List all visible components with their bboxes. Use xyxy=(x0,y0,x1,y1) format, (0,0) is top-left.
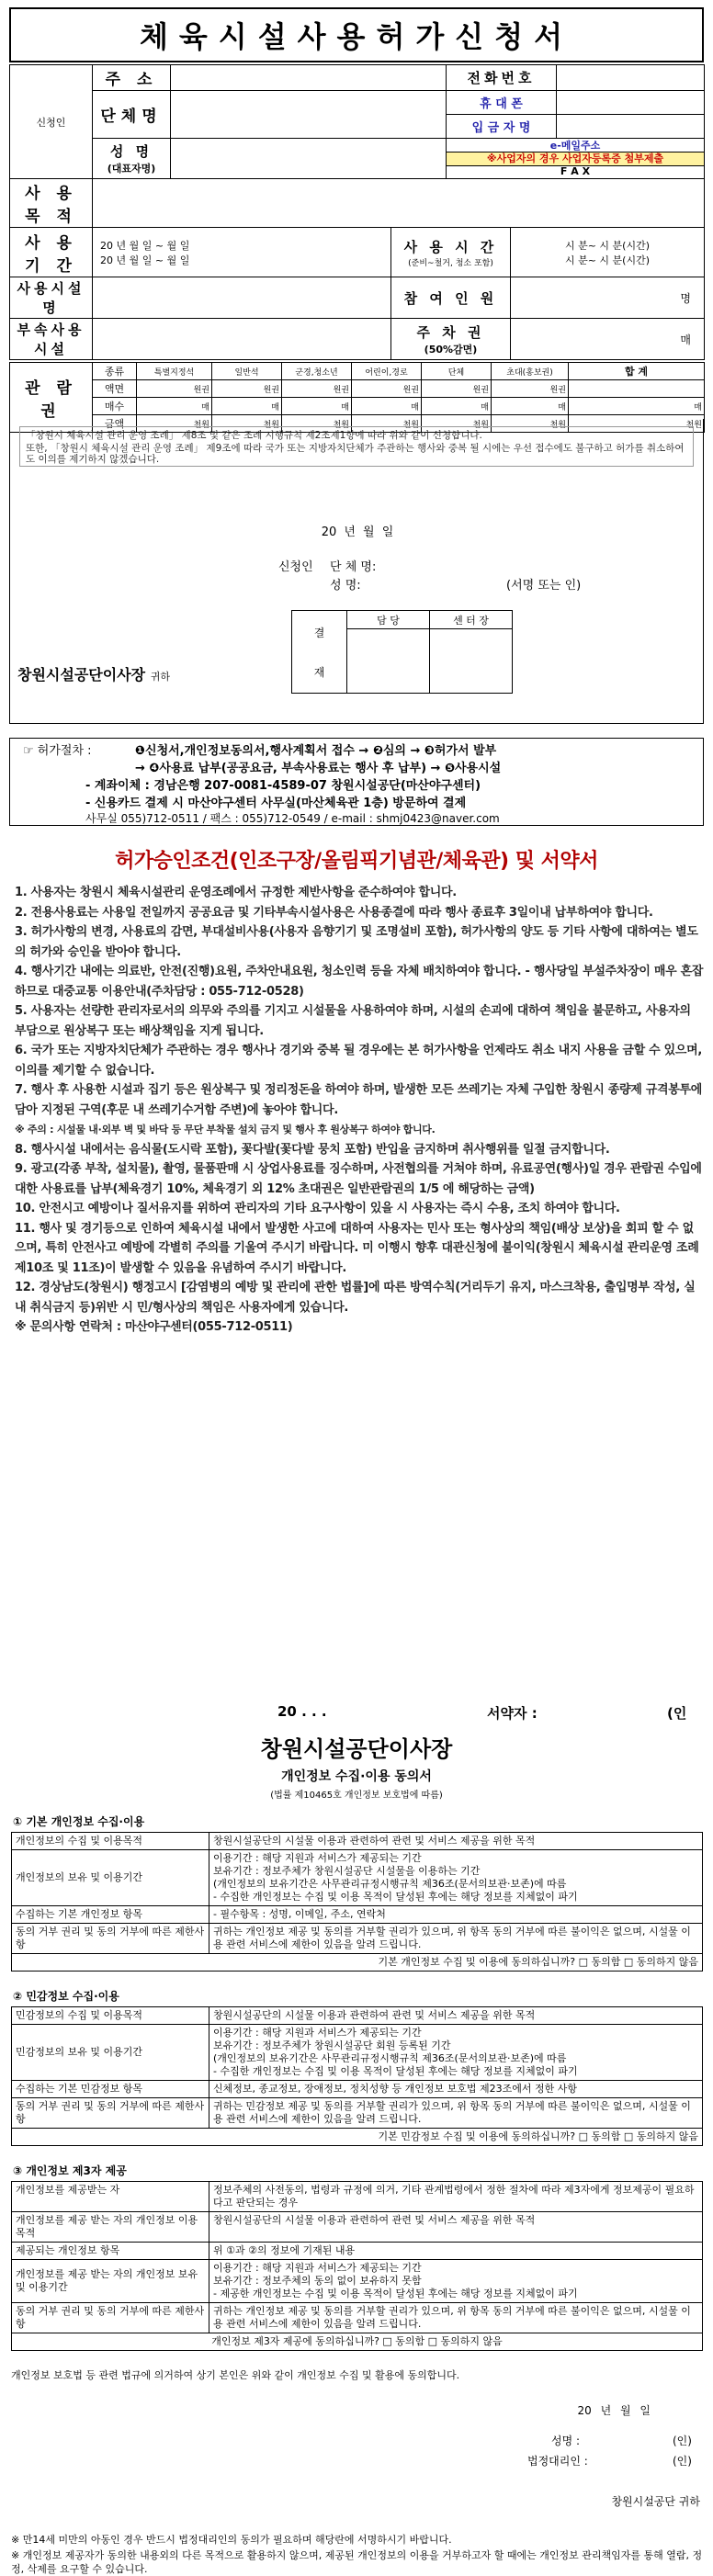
consent-row-value: 신체정보, 종교정보, 장애정보, 정치성향 등 개인정보 보호법 제23조에서 정한 사항 xyxy=(209,2081,703,2098)
approval-sign-2[interactable] xyxy=(430,629,513,694)
time-sub: (준비~철거, 청소 포함) xyxy=(408,258,493,268)
consent-closing: 개인정보 보호법 등 관련 법규에 의거하여 상기 본인은 위와 같이 개인정보 수집 및 활용에 동의합니다. xyxy=(11,2369,460,2381)
depositor-label: 입 금 자 명 xyxy=(447,115,557,139)
time-line-1: 시 분~ 시 분(시간) xyxy=(564,239,651,252)
terms-item: 1. 사용자는 창원시 체육시설관리 운영조례에서 규정한 제반사항을 준수하여야 합니다. xyxy=(15,886,457,899)
consent-row-value: 창원시설공단의 시설물 이용과 관련하여 관련 및 서비스 제공을 위한 목적 xyxy=(209,1833,703,1850)
approval-label-1: 결 xyxy=(313,626,325,639)
consent-date: 20 년 월 일 xyxy=(577,2404,651,2417)
approval-sign-1[interactable] xyxy=(347,629,430,694)
sign-note: (서명 또는 인) xyxy=(506,579,582,593)
approval-col-2: 센 터 장 xyxy=(430,611,513,629)
annex-label: 부속사용시설 xyxy=(10,319,93,360)
consent-row-value: 위 ①과 ②의 정보에 기재된 내용 xyxy=(209,2243,703,2260)
form-table xyxy=(9,64,705,360)
consent-row-label: 개인정보를 제공 받는 자의 개인정보 이용목적 xyxy=(12,2212,209,2243)
ticket-head-1: 특별지정석 xyxy=(137,363,212,380)
name-field[interactable] xyxy=(171,139,447,179)
org-sign-label: 단 체 명: xyxy=(330,560,377,574)
period-field[interactable] xyxy=(93,228,391,277)
consent-heading-1: ① 기본 개인정보 수집·이용 xyxy=(13,1815,145,1828)
approval-side xyxy=(292,611,347,694)
procedure-label: ☞ 허가절차 : xyxy=(23,744,92,758)
ticket-cell[interactable]: 원권 xyxy=(282,380,352,398)
period-label: 사 용 기 간 xyxy=(10,228,93,277)
parking-field[interactable] xyxy=(511,319,705,360)
terms-item: 12. 경상남도(창원시) 행정고시 [감염병의 예방 및 관리에 관한 법률]에 따른 방역수칙(거리두기 유지, 마스크착용, 출입명부 작성, 실내 취식금지 등)위반 시 민/형사상의 책임은 사용자에게 있습니다. xyxy=(15,1281,696,1315)
ticket-row-label: 금액 xyxy=(93,415,137,433)
mobile-label: 휴 대 폰 xyxy=(447,91,557,115)
applicant-label: 신청인 xyxy=(10,65,93,179)
recipient-name: 창원시설공단이사장 xyxy=(17,666,146,684)
address-field[interactable] xyxy=(171,65,447,91)
pledge-signer: 서약자 : xyxy=(487,1705,538,1722)
approval-col-1: 담 당 xyxy=(347,611,430,629)
time-label-cell xyxy=(391,228,511,277)
consent-row-label: 동의 거부 권리 및 동의 거부에 따른 제한사항 xyxy=(12,2098,209,2129)
consent-row-value: 창원시설공단의 시설물 이용과 관련하여 관련 및 서비스 제공을 위한 목적 xyxy=(209,2212,703,2243)
ticket-cell[interactable]: 매 xyxy=(282,398,352,415)
consent-note-2: ※ 개인정보 제공자가 동의한 내용외의 다른 목적으로 활용하지 않으며, 제공된 개인정보의 이용을 거부하고자 할 때에는 개인정보 관리책임자를 통해 열람, 정정, 삭제를 요구할 수 있습니다. xyxy=(11,2549,703,2575)
purpose-field[interactable] xyxy=(93,179,705,228)
terms-item: 5. 사용자는 선량한 관리자로서의 의무와 주의를 기지고 시설물을 사용하여야 하며, 시설의 손괴에 대하여 책임을 불문하고, 사용자의 부담으로 원상복구 또는 배상책임을 지게 됩니다. xyxy=(15,1004,691,1038)
ticket-cell[interactable]: 매 xyxy=(492,398,569,415)
pledge-seal: (인 xyxy=(667,1705,687,1722)
ticket-cell[interactable]: 천원 xyxy=(282,415,352,433)
pledge-date: 20 . . . xyxy=(277,1703,327,1720)
consent-checkbox-row[interactable]: 기본 개인정보 수집 및 이용에 동의하십니까? □ 동의함 □ 동의하지 않음 xyxy=(12,1954,703,1972)
email-label: e-메일주소 xyxy=(447,140,704,153)
parking-label: 주 차 권 xyxy=(416,323,485,341)
procedure-box xyxy=(9,738,704,826)
depositor-field[interactable] xyxy=(557,115,705,139)
consent-recipient: 창원시설공단 귀하 xyxy=(611,2495,700,2508)
time-field[interactable] xyxy=(511,228,705,277)
pledge-line xyxy=(9,1700,704,1727)
terms-section xyxy=(9,845,704,1338)
terms-item: ※ 주의 : 시설물 내·외부 벽 및 바닥 등 무단 부착물 설치 금지 및 행사 후 원상복구 하여야 합니다. xyxy=(15,1124,436,1135)
ticket-cell[interactable]: 천원 xyxy=(569,415,705,433)
approval-table xyxy=(291,610,704,694)
terms-item: 6. 국가 또는 지방자치단체가 주관하는 경우 행사나 경기와 중복 될 경우에는 본 허가사항을 언제라도 취소 내지 사용을 금할 수 있으며, 이의를 제기할 수 없습니다. xyxy=(15,1044,702,1078)
address-label: 주 소 xyxy=(93,65,171,91)
ticket-cell[interactable]: 매 xyxy=(569,398,705,415)
notice-text-box xyxy=(19,426,694,467)
ticket-row-label: 매수 xyxy=(93,398,137,415)
contact-stack xyxy=(447,139,705,179)
consent-heading-2: ② 민감정보 수집·이용 xyxy=(13,1990,119,2003)
ticket-cell[interactable]: 천원 xyxy=(492,415,569,433)
contact-line: 사무실 055)712-0511 / 팩스 : 055)712-0549 / e-mail : shmj0423@naver.com xyxy=(85,812,500,825)
phone-field[interactable] xyxy=(557,65,705,91)
consent-section xyxy=(9,1700,704,2576)
signer-label: 신청인 xyxy=(278,560,313,574)
consent-seal-2: (인) xyxy=(673,2455,692,2468)
ticket-head-7: 합 계 xyxy=(569,363,705,380)
period-line-1: 20 년 월 일 ~ 월 일 xyxy=(100,239,190,252)
approval-blank xyxy=(513,611,704,694)
time-line-2: 시 분~ 시 분(시간) xyxy=(564,254,651,266)
terms-item: 2. 전용사용료는 사용일 전일까지 공공요금 및 기타부속시설사용은 사용종결에 따라 행사 종료후 3일이내 납부하여야 합니다. xyxy=(15,905,653,920)
terms-item: 9. 광고(각종 부착, 설치물), 촬영, 물품판매 시 상업사용료를 징수하며, 사전협의를 거쳐야 하며, 유료공연(행사)일 경우 관람권 수입에 대한 사용료를 납부(체육경기 10%, 체육경기 외 12% 초대권은 일반관람권의 1/5 에 해당하는 금액) xyxy=(15,1162,702,1196)
ticket-cell[interactable]: 원권 xyxy=(137,380,212,398)
consent-row-label: 수집하는 기본 개인정보 항목 xyxy=(12,1906,209,1924)
name-label: 성 명 xyxy=(109,143,153,160)
application-form xyxy=(9,7,704,825)
name-sign-label: 성 명: xyxy=(330,579,361,593)
fax-label: F A X xyxy=(560,164,591,177)
consent-row-label: 개인정보를 제공 받는 자의 개인정보 보유 및 이용기간 xyxy=(12,2260,209,2303)
period-line-2: 20 년 월 일 ~ 월 일 xyxy=(100,254,190,266)
ticket-head-5: 단체 xyxy=(422,363,492,380)
terms-item: 4. 행사기간 내에는 의료반, 안전(진행)요원, 주차안내요원, 청소인력 등을 자체 배치하여야 합니다. - 행사당일 부설주차장이 매우 혼잡하므로 대중교통 이용안내(주차담당 : 055-712-0528) xyxy=(15,965,704,999)
attendees-field[interactable] xyxy=(511,277,705,319)
attendees-label: 참 여 인 원 xyxy=(391,277,511,319)
consent-row-label: 수집하는 기본 민감정보 항목 xyxy=(12,2081,209,2098)
terms-item: 3. 허가사항의 변경, 사용료의 감면, 부대설비사용(사용자 음향기기 및 조명설비 포함), 허가사항의 양도 등 기타 사항에 대하여는 별도의 허가와 승인을 받아야 합니다. xyxy=(15,925,698,959)
consent-row-value: 이용기간 : 해당 지원과 서비스가 제공되는 기간 보유기간 : 정보주체가 창원시설공단 회원 등록된 기간 (개인정보의 보유기간은 사무관리규정시행규칙 제36조(문서의보관·보존)에 따름 - 수집한 개인정보는 수집 및 이용 목적이 달성된 후에는 해당 정보를 지체없이 파기 xyxy=(209,2025,703,2081)
pledge-recipient: 창원시설공단이사장 xyxy=(260,1736,453,1762)
ticket-cell[interactable]: 원권 xyxy=(422,380,492,398)
consent-row-value: 귀하는 민감정보 제공 및 동의를 거부할 권리가 있으며, 위 항목 동의 거부에 따른 불이익은 없으며, 시설물 이용 관련 서비스에 제한이 있음을 알려 드립니다. xyxy=(209,2098,703,2129)
purpose-label: 사 용 목 적 xyxy=(10,179,93,228)
ticket-cell[interactable]: 매 xyxy=(422,398,492,415)
consent-row-value: 귀하는 개인정보 제공 및 동의를 거부할 권리가 있으며, 위 항목 동의 거부에 따른 불이익은 없으며, 시설물 이용 관련 서비스에 제한이 있음을 알려 드립니다. xyxy=(209,1924,703,1954)
ticket-cell[interactable]: 천원 xyxy=(422,415,492,433)
ticket-cell[interactable]: 천원 xyxy=(352,415,422,433)
consent-note-1: ※ 만14세 미만의 아동인 경우 반드시 법정대리인의 동의가 필요하며 해당란에 서명하시기 바랍니다. xyxy=(11,2534,452,2546)
biz-note: ※사업자의 경우 사업자등록증 첨부제출 xyxy=(447,153,704,166)
mobile-field[interactable] xyxy=(557,91,705,115)
consent-row-label: 민감정보의 수집 및 이용목적 xyxy=(12,2007,209,2025)
consent-table-3 xyxy=(11,2181,703,2351)
procedure-line-2: → ❹사용료 납부(공공요금, 부속사용료는 행사 후 납부) → ❺사용시설 xyxy=(135,762,502,775)
annex-field[interactable] xyxy=(93,319,391,360)
org-field[interactable] xyxy=(171,91,447,139)
consent-row-value: 귀하는 개인정보 제공 및 동의를 거부할 권리가 있으며, 위 항목 동의 거부에 따른 불이익은 없으며, 시설물 이용 관련 서비스에 제한이 있음을 알려 드립니다. xyxy=(209,2303,703,2333)
recipient xyxy=(17,663,170,684)
consent-table-2 xyxy=(11,2006,703,2146)
consent-title: 개인정보 수집·이용 동의서 xyxy=(281,1769,432,1784)
consent-row-value: 이용기간 : 해당 지원과 서비스가 제공되는 기간 보유기간 : 정보주체가 창원시설공단 시설물을 이용하는 기간 (개인정보의 보유기간은 사무관리규정시행규칙 제36조(문서의보관·보존)에 따름 - 수집한 개인정보는 수집 및 이용 목적이 달성된 후에는 해당 정보를 지체없이 파기 xyxy=(209,1850,703,1906)
consent-row-label: 개인정보를 제공받는 자 xyxy=(12,2182,209,2212)
ticket-cell[interactable]: 매 xyxy=(352,398,422,415)
consent-row-label: 제공되는 개인정보 항목 xyxy=(12,2243,209,2260)
consent-row-value: - 필수항목 : 성명, 이메일, 주소, 연락처 xyxy=(209,1906,703,1924)
form-title: 체육시설사용허가신청서 xyxy=(9,7,704,62)
ticket-row-label: 액면 xyxy=(93,380,137,398)
facility-field[interactable] xyxy=(93,277,391,319)
terms-item: 10. 안전시고 예방이나 질서유지를 위하여 관리자의 기타 요구사항이 있을 시 사용자는 즉시 수용, 조치 하여야 합니다. xyxy=(15,1202,620,1215)
ticket-cell[interactable]: 원권 xyxy=(492,380,569,398)
terms-item: 8. 행사시설 내에서는 음식물(도시락 포함), 꽃다발(꽃다발 뭉치 포함) 반입을 금지하며 취사행위를 일절 금지합니다. xyxy=(15,1142,610,1157)
terms-item: 11. 행사 및 경기등으로 인하여 체육시설 내에서 발생한 사고에 대하여 사용자는 민사 또는 형사상의 책임(배상 보상)을 회피 할 수 없으며, 특히 안전사고 예방에 각별히 주의를 기울여 주시기 바랍니다. 미 이행시 향후 대관신청에 불이익(창원시 체육시설 관리운영 조례 제10조 및 11조)이 발생할 수 있음을 유념하여 주시기 바랍니다. xyxy=(15,1221,699,1275)
name-sub: (대표자명) xyxy=(107,163,156,175)
consent-seal-1: (인) xyxy=(673,2435,692,2447)
notice-box xyxy=(9,419,704,724)
time-label: 사 용 시 간 xyxy=(403,238,498,255)
terms-item: 7. 행사 후 사용한 시설과 집기 등은 원상복구 및 정리정돈을 하여야 하며, 발생한 모든 쓰레기는 자체 구입한 창원시 종량제 규격봉투에 담아 지정된 구역(후문 내 쓰레기수거함 주변)에 놓아야 합니다. xyxy=(15,1083,702,1117)
consent-sign-name: 성명 : xyxy=(551,2435,581,2447)
ticket-head-2: 일반석 xyxy=(212,363,282,380)
org-label: 단체명 xyxy=(93,91,171,139)
ticket-head-3: 군경,청소년 xyxy=(282,363,352,380)
parking-unit: 매 xyxy=(680,333,691,346)
audience-label: 관 람 권 xyxy=(10,363,93,433)
facility-label: 사용시설명 xyxy=(10,277,93,319)
parking-label-cell xyxy=(391,319,511,360)
terms-item: ※ 문의사항 연락처 : 마산야구센터(055-712-0511) xyxy=(15,1320,293,1334)
consent-row-value: 정보주체의 사전동의, 법령과 규정에 의거, 기타 관계법령에서 정한 절차에 따라 제3자에게 정보제공이 필요하다고 판단되는 경우 xyxy=(209,2182,703,2212)
name-label-cell xyxy=(93,139,171,179)
consent-checkbox-row[interactable]: 기본 민감정보 수집 및 이용에 동의하십니까? □ 동의함 □ 동의하지 않음 xyxy=(12,2129,703,2146)
parking-sub: (50%감면) xyxy=(424,343,478,356)
ticket-head-4: 어린이,경로 xyxy=(352,363,422,380)
consent-row-label: 개인정보의 보유 및 이용기간 xyxy=(12,1850,209,1906)
ticket-cell[interactable]: 매 xyxy=(137,398,212,415)
ticket-cell[interactable]: 천원 xyxy=(137,415,212,433)
consent-row-value: 이용기간 : 해당 지원과 서비스가 제공되는 기간 보유기간 : 정보주체의 동의 없이 보유하지 못함 - 제공한 개인정보는 수집 및 이용 목적이 달성된 후에는 해당 정보를 지체없이 파기 xyxy=(209,2260,703,2303)
consent-row-value: 창원시설공단의 시설물 이용과 관련하여 관련 및 서비스 제공을 위한 목적 xyxy=(209,2007,703,2025)
ticket-cell[interactable]: 매 xyxy=(212,398,282,415)
ticket-cell[interactable]: 천원 xyxy=(212,415,282,433)
terms-list xyxy=(9,883,704,1338)
consent-heading-3: ③ 개인정보 제3자 제공 xyxy=(13,2164,127,2177)
date-line: 20 년 월 일 xyxy=(321,525,394,539)
procedure-line-1: ❶신청서,개인정보동의서,행사계획서 접수 → ❷심의 → ❸허가서 발부 xyxy=(135,744,497,758)
attendees-unit: 명 xyxy=(680,291,691,305)
approval-label-2: 재 xyxy=(313,665,325,679)
ticket-head-0: 종류 xyxy=(93,363,137,380)
phone-label: 전화번호 xyxy=(447,65,557,91)
consent-row-label: 민감정보의 보유 및 이용기간 xyxy=(12,2025,209,2081)
consent-row-label: 동의 거부 권리 및 동의 거부에 따른 제한사항 xyxy=(12,1924,209,1954)
consent-sub: (법률 제10465호 개인정보 보호법에 따름) xyxy=(270,1791,443,1801)
notice-paragraph-2: 또한, 「창원시 체육시설 관리 운영 조례」 제9조에 따라 국가 또는 지방자치단체가 주관하는 행사와 중복 될 시에는 우선 접수에도 불구하고 허가를 취소하여도 이의를 제기하지 않겠습니다. xyxy=(26,443,685,465)
consent-checkbox-row[interactable]: 개인정보 제3자 제공에 동의하십니까? □ 동의함 □ 동의하지 않음 xyxy=(12,2333,703,2351)
ticket-cell[interactable]: 원권 xyxy=(212,380,282,398)
procedure-line-4: - 신용카드 결제 시 마산야구센터 사무실(마산체육관 1층) 방문하여 결제 xyxy=(85,797,467,810)
consent-table-1 xyxy=(11,1832,703,1972)
ticket-cell[interactable] xyxy=(569,380,705,398)
consent-sign-guardian: 법정대리인 : xyxy=(527,2455,588,2468)
consent-row-label: 동의 거부 권리 및 동의 거부에 따른 제한사항 xyxy=(12,2303,209,2333)
notice-paragraph-1: 「창원시 체육시설 관리 운영 조례」 제8조 및 같은 조례 시행규칙 제2조제1항에 따라 위와 같이 신청합니다. xyxy=(26,430,482,441)
ticket-head-6: 초대(홍보권) xyxy=(492,363,569,380)
ticket-cell[interactable]: 원권 xyxy=(352,380,422,398)
terms-title: 허가승인조건(인조구장/올림픽기념관/체육관) 및 서약서 xyxy=(115,850,598,873)
consent-sign-block xyxy=(9,2433,704,2488)
consent-row-label: 개인정보의 수집 및 이용목적 xyxy=(12,1833,209,1850)
procedure-line-3: - 계좌이체 : 경남은행 207-0081-4589-07 창원시설공단(마산야구센터) xyxy=(85,779,481,793)
recipient-suffix: 귀하 xyxy=(150,671,170,683)
